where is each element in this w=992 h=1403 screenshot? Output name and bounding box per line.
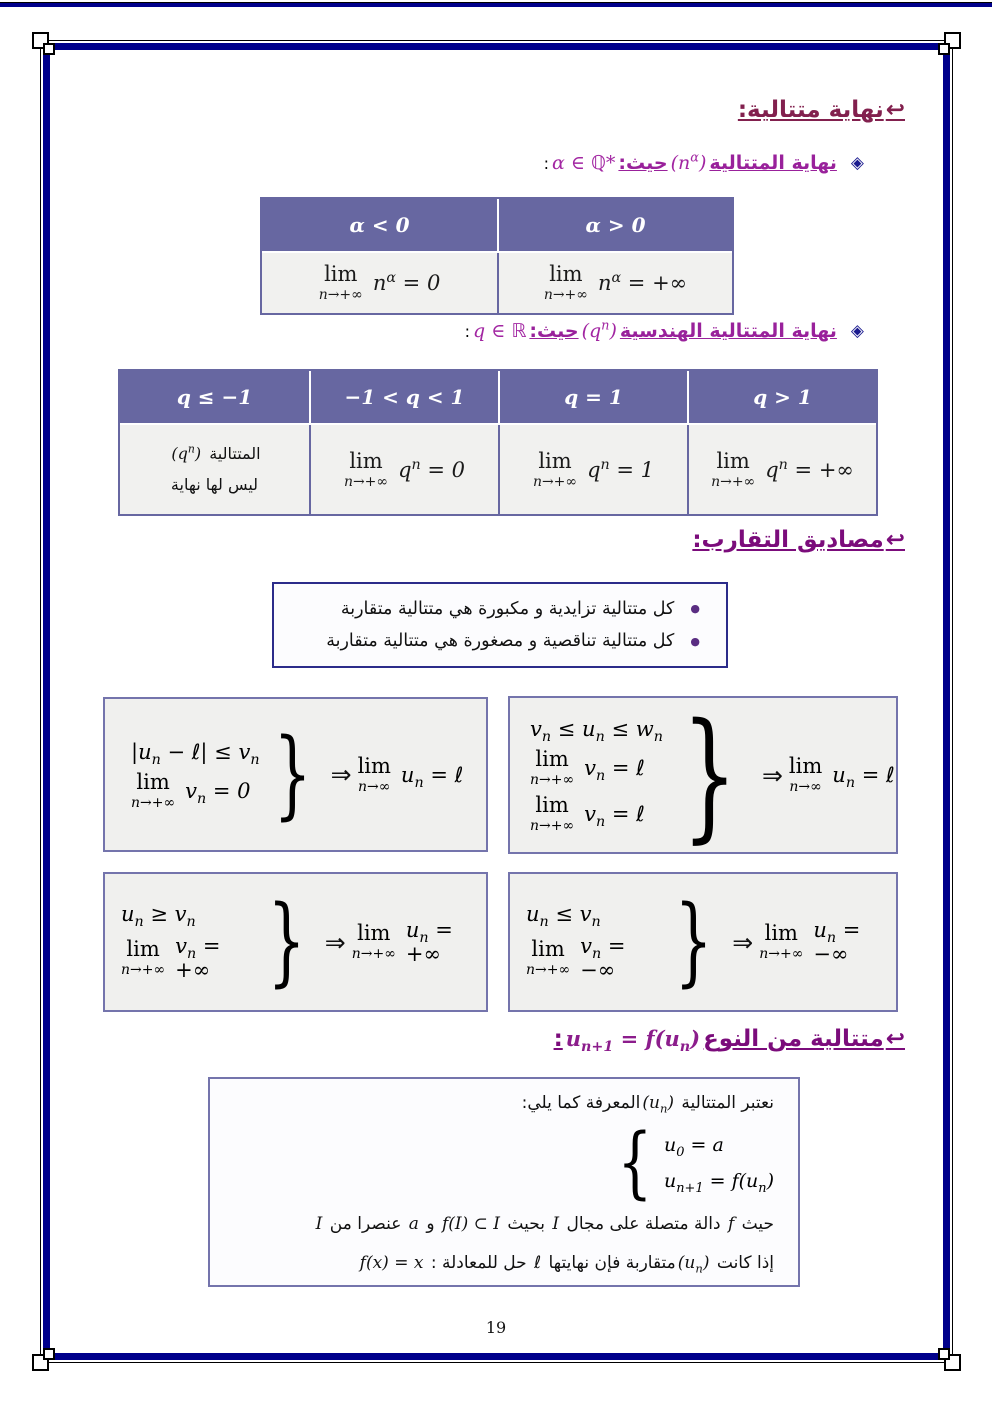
table-cell-no-limit — [120, 425, 309, 514]
section-heading-sequence-limit — [738, 97, 905, 123]
star-bullet-icon: ◈ — [850, 153, 864, 173]
section-heading-text: مصاديق التقارب: — [692, 527, 884, 553]
limit-operator: lim n→∞ — [357, 753, 391, 795]
theorem-box-minorant — [103, 872, 488, 1012]
limit-operator: lim n→+∞ — [121, 937, 166, 978]
star-bullet-icon: ◈ — [850, 321, 864, 341]
limit-operator: lim n→+∞ — [530, 793, 575, 834]
bullet-geometric-sequence — [465, 320, 864, 342]
curved-arrow-icon: ↩ — [885, 97, 905, 123]
domain-condition: q ∈ ℝ — [473, 320, 527, 342]
criteria-text: كل متتالية تناقصية و مصغورة هي متتالية متقاربة — [326, 631, 675, 652]
criteria-item — [300, 599, 700, 619]
geometric-limit-table — [118, 369, 878, 516]
system-brace: { — [617, 1118, 653, 1209]
curved-arrow-icon: ↩ — [885, 527, 905, 553]
table-cell: lim n→+∞ $q^n$ = +∞ — [687, 425, 876, 514]
limit-operator: lim n→+∞ — [532, 448, 578, 490]
theorem-box-squeeze — [508, 693, 898, 857]
table-header-cell: α < 0 — [262, 199, 497, 253]
no-limit-line1: المتتالية $(q^n)$ — [171, 442, 261, 464]
system-equation: $u_{n+1} = f(u_n)$ — [663, 1170, 774, 1197]
system-equation: $u_0 = a$ — [663, 1134, 724, 1161]
theorem-box-majorant — [508, 872, 898, 1012]
page-number: 19 — [485, 1318, 507, 1337]
frame-corner-ornament — [944, 32, 961, 49]
table-cell: lim n→+∞ $q^n = 1$ — [498, 425, 687, 514]
convergence-criteria-box — [272, 582, 728, 668]
implies-arrow: ⇒ — [732, 927, 754, 957]
curved-arrow-icon: ↩ — [885, 1026, 905, 1052]
table-cell: lim n→+∞ $n^\alpha = 0$ — [318, 262, 441, 303]
criteria-item — [300, 631, 700, 651]
bullet-text: نهاية $المتتالية(n^\alpha)حيث:\alpha$ ∈ ℚ*: — [543, 150, 837, 174]
limit-operator: lim n→+∞ — [131, 769, 176, 811]
closing-brace: } — [674, 885, 713, 998]
closing-brace: } — [267, 885, 306, 998]
top-rule — [0, 2, 992, 7]
domain-condition: α ∈ ℚ* — [551, 152, 616, 174]
bullet-dot-icon: ● — [690, 602, 700, 616]
premises: $|u_n$ − ℓ| ≤ $v_n$ lim n→+∞ $v_n = 0$ — [131, 739, 260, 811]
limit-operator: lim n→+∞ — [343, 448, 389, 490]
limit-operator: lim n→+∞ — [318, 262, 363, 303]
table-header-cell: q > 1 — [687, 371, 876, 425]
section-heading-text: متتالية من النوع — [703, 1026, 884, 1052]
theorem-box-absolute-bound — [103, 697, 488, 852]
frame-corner-ornament — [944, 1354, 961, 1371]
limit-operator: lim n→+∞ — [526, 937, 571, 978]
recursive-system — [610, 1118, 774, 1209]
implies-arrow: ⇒ — [324, 927, 346, 957]
sequence-notation: $(q^n)$ — [581, 318, 617, 342]
section-heading-text: نهاية متتالية: — [737, 97, 884, 123]
conclusion: lim n→+∞ $u_n$ = −∞ — [759, 918, 861, 966]
table-cell: lim n→+∞ $n^\alpha$ = +∞ — [497, 253, 732, 313]
conclusion: lim n→+∞ $u_n$ = +∞ — [351, 918, 453, 966]
table-header-cell: −1 < q < 1 — [309, 371, 498, 425]
recursive-condition: حيث f دالة متصلة على مجال I بحيث f(I) ⊂ I و a عنصرا من I — [315, 1213, 774, 1234]
closing-brace: } — [681, 693, 738, 857]
limit-operator: lim n→∞ — [788, 754, 823, 795]
recursive-conclusion: إذا كانت $(u_n)متقاربة$ فإن نهايتها ℓ حل للمعادلة : f(x) = x — [359, 1253, 774, 1276]
frame-corner-ornament — [32, 1354, 49, 1371]
table-header-cell: q ≤ −1 — [120, 371, 309, 425]
limit-operator: lim n→+∞ — [711, 448, 756, 490]
no-limit-line2: ليس لها نهاية — [170, 474, 259, 494]
premises: $v_n \le u_n \le w_n$ lim n→+∞ $v_n$ = ℓ lim n→+∞ $v_n$ = ℓ — [530, 717, 663, 834]
closing-brace: } — [273, 717, 312, 830]
section-heading-convergence-criteria — [692, 527, 905, 553]
limit-operator: lim n→+∞ — [351, 921, 396, 962]
recursive-intro: نعتبر المتتالية $(u_n)المعرفة$ كما يلي: — [521, 1093, 774, 1116]
conclusion: lim n→∞ $u_n$ = ℓ — [357, 753, 464, 795]
recursive-formula: $u_{n+1} = f(u_n)$ — [565, 1026, 701, 1056]
power-limit-table — [260, 197, 734, 315]
table-header-cell: α > 0 — [497, 199, 732, 253]
sequence-notation: $(n^\alpha)$ — [670, 150, 707, 174]
section-heading-recursive-sequence: ↩متتالية من النوعu$_{n+1}$ = $f(u_n)$: — [553, 1026, 905, 1056]
limit-operator: lim n→+∞ — [543, 262, 588, 303]
bullet-power-sequence — [544, 152, 864, 174]
premises: $u_n \le v_n$ lim n→+∞ $v_n$ = −∞ — [526, 902, 626, 982]
recursive-definition-box — [208, 1077, 800, 1287]
criteria-text: كل متتالية تزايدية و مكبورة هي متتالية متقاربة — [340, 598, 675, 619]
implies-arrow: ⇒ — [761, 760, 783, 790]
frame-corner-ornament — [32, 32, 49, 49]
limit-operator: lim n→+∞ — [530, 747, 575, 788]
implies-arrow: ⇒ — [330, 760, 352, 789]
bullet-text: نهاية المتتالية $الهندسية(q^n)حيث:q$ ∈ ℝ: — [464, 318, 837, 342]
bullet-dot-icon: ● — [690, 634, 700, 648]
conclusion: lim n→∞ $u_n$ = ℓ — [788, 754, 895, 795]
limit-operator: lim n→+∞ — [759, 921, 804, 962]
premises: $u_n \ge v_n$ lim n→+∞ $v_n$ = +∞ — [121, 902, 221, 982]
table-cell: lim n→+∞ $q^n = 0$ — [309, 425, 498, 514]
table-header-cell: q = 1 — [498, 371, 687, 425]
